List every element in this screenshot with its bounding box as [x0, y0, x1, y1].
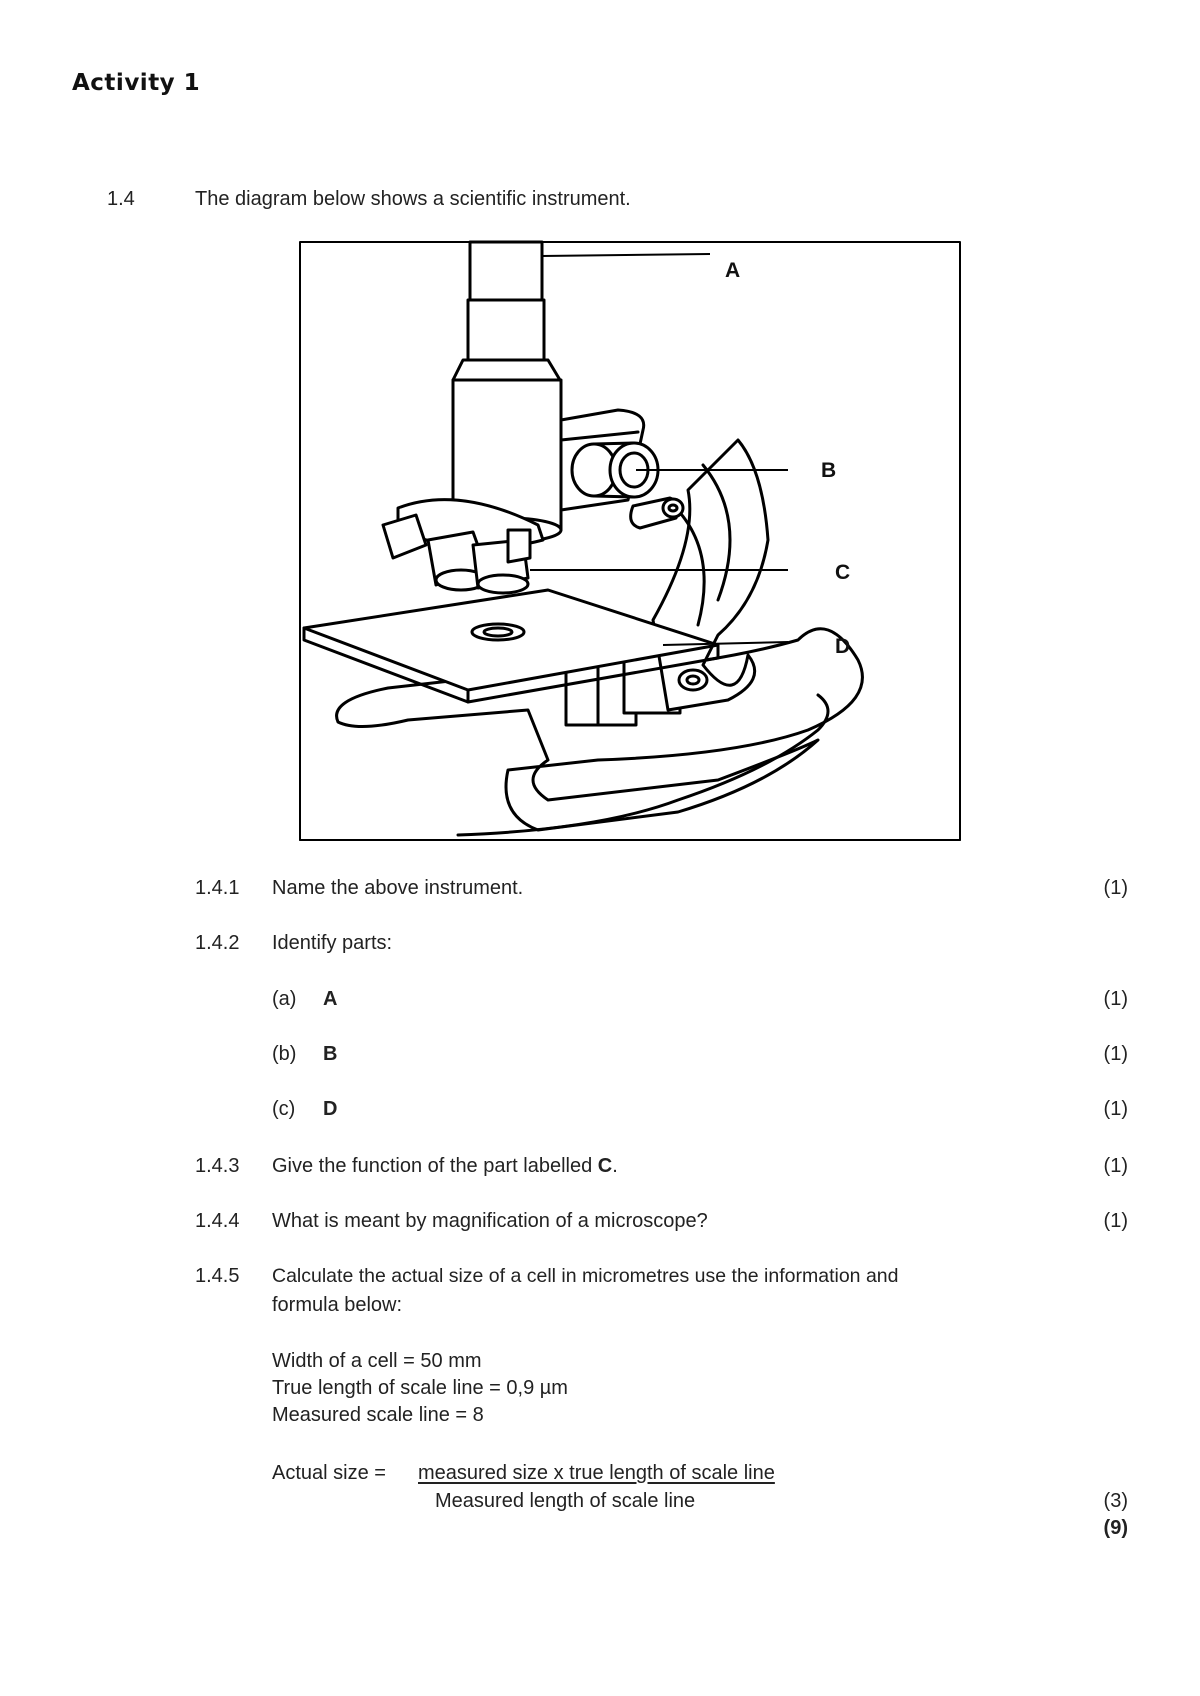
formula-numerator: measured size x true length of scale line: [418, 1462, 775, 1484]
marks-part-c: (1): [1103, 1098, 1128, 1120]
question-number-1-4-3: 1.4.3: [195, 1155, 240, 1177]
info-measured-scale: Measured scale line = 8: [272, 1404, 484, 1426]
info-cell-width: Width of a cell = 50 mm: [272, 1350, 482, 1372]
microscope-drawing: [298, 240, 962, 842]
activity-title: Activity 1: [72, 70, 201, 96]
question-text-1-4-3-main: Give the function of the part labelled: [272, 1155, 598, 1177]
question-number-1-4-5: 1.4.5: [195, 1265, 240, 1287]
marks-1-4-1: (1): [1103, 877, 1128, 899]
info-true-length: True length of scale line = 0,9 µm: [272, 1377, 568, 1399]
question-text-1-4-5-line2: formula below:: [272, 1294, 403, 1316]
question-number-1-4-2: 1.4.2: [195, 932, 240, 954]
formula-denominator: Measured length of scale line: [435, 1490, 696, 1512]
question-number-1-4-1: 1.4.1: [195, 877, 240, 899]
part-label-b: B: [323, 1043, 338, 1065]
microscope-diagram: [298, 240, 962, 842]
marks-1-4-5: (3): [1103, 1490, 1128, 1512]
marks-1-4-4: (1): [1103, 1210, 1128, 1232]
question-number-1-4-4: 1.4.4: [195, 1210, 240, 1232]
marks-part-b: (1): [1103, 1043, 1128, 1065]
label-a: A: [725, 259, 741, 282]
question-text-1-4-3-end: .: [612, 1155, 618, 1177]
question-text-1-4-5-line1: Calculate the actual size of a cell in micrometres use the information and: [272, 1265, 899, 1287]
part-label-a: A: [323, 988, 338, 1010]
question-label-c: C: [597, 1155, 613, 1177]
label-d: D: [835, 635, 851, 658]
part-letter-c: (c): [272, 1098, 296, 1120]
label-c: C: [835, 561, 851, 584]
marks-1-4-3: (1): [1103, 1155, 1128, 1177]
marks-part-a: (1): [1103, 988, 1128, 1010]
question-text-1-4: The diagram below shows a scientific instrument.: [195, 188, 631, 210]
total-marks: (9): [1103, 1517, 1128, 1539]
question-text-1-4-1: Name the above instrument.: [272, 877, 524, 899]
part-label-d: D: [323, 1098, 338, 1120]
formula-prefix: Actual size =: [272, 1462, 386, 1484]
question-text-1-4-3: [272, 1155, 618, 1178]
question-number-1-4: 1.4: [107, 188, 135, 210]
part-letter-b: (b): [272, 1043, 297, 1065]
question-text-1-4-4: What is meant by magnification of a microscope?: [272, 1210, 708, 1232]
part-letter-a: (a): [272, 988, 297, 1010]
label-b: B: [821, 459, 837, 482]
question-text-1-4-2: Identify parts:: [272, 932, 393, 954]
